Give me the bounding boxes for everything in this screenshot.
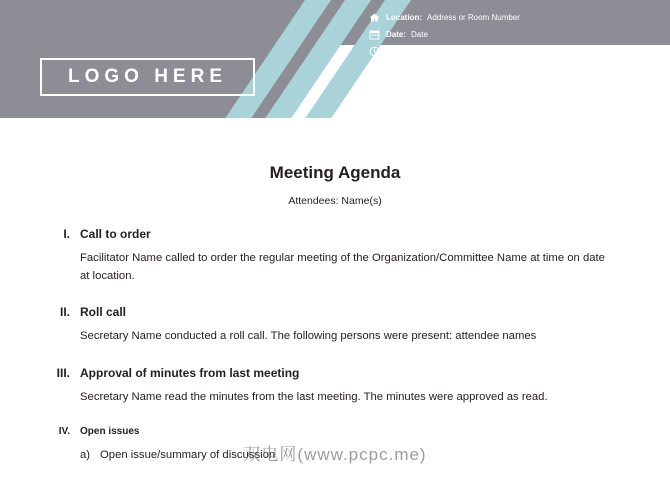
section-number: IV. [58, 426, 70, 437]
document-body [0, 118, 670, 461]
logo-text: LOGO HERE [67, 66, 227, 87]
logo-placeholder [40, 58, 255, 96]
page-title: Meeting Agenda [269, 163, 401, 182]
section-title: Roll call [80, 305, 127, 319]
meta-label-date: Date: [386, 30, 407, 39]
meta-label-time: Time: [386, 47, 408, 56]
section-call-to-order [0, 227, 670, 285]
meta-value-location: Address or Room Number [427, 13, 520, 22]
section-approval-of-minutes [0, 366, 670, 407]
attendees-line: Attendees: Name(s) [288, 195, 382, 207]
list-item [80, 449, 615, 461]
section-heading [48, 426, 615, 437]
meta-row-location [368, 10, 598, 25]
section-body: Secretary Name read the minutes from the last meeting. The minutes were approved as read. [80, 390, 548, 403]
section-heading [48, 227, 615, 241]
section-number: III. [56, 365, 70, 380]
section-title: Approval of minutes from last meeting [80, 365, 300, 380]
section-open-issues [0, 426, 670, 461]
list-item-text: Open issue/summary of discussion [100, 449, 276, 461]
meta-value-time: Time [412, 47, 430, 56]
calendar-icon [368, 28, 381, 41]
section-roll-call [0, 305, 670, 346]
section-body: Facilitator Name called to order the regular meeting of the Organization/Committee Name at time on date at location. [80, 252, 605, 282]
section-title: Open issues [80, 426, 140, 437]
clock-icon [368, 45, 381, 58]
section-number: I. [63, 227, 70, 241]
list-item-marker: a) [80, 449, 91, 461]
meta-value-date: Date [411, 30, 428, 39]
section-heading [48, 366, 615, 380]
meeting-meta [368, 10, 598, 61]
meta-label-location: Location: [386, 13, 422, 22]
section-body: Secretary Name conducted a roll call. The following persons were present: attendee names [80, 330, 537, 342]
section-title: Call to order [80, 227, 151, 241]
home-icon [368, 11, 381, 24]
meta-row-date [368, 27, 598, 42]
section-heading [48, 305, 615, 319]
meta-row-time [368, 44, 598, 59]
section-number: II. [59, 305, 70, 319]
watermark: 双电网(www.pcpc.me) [243, 445, 427, 464]
